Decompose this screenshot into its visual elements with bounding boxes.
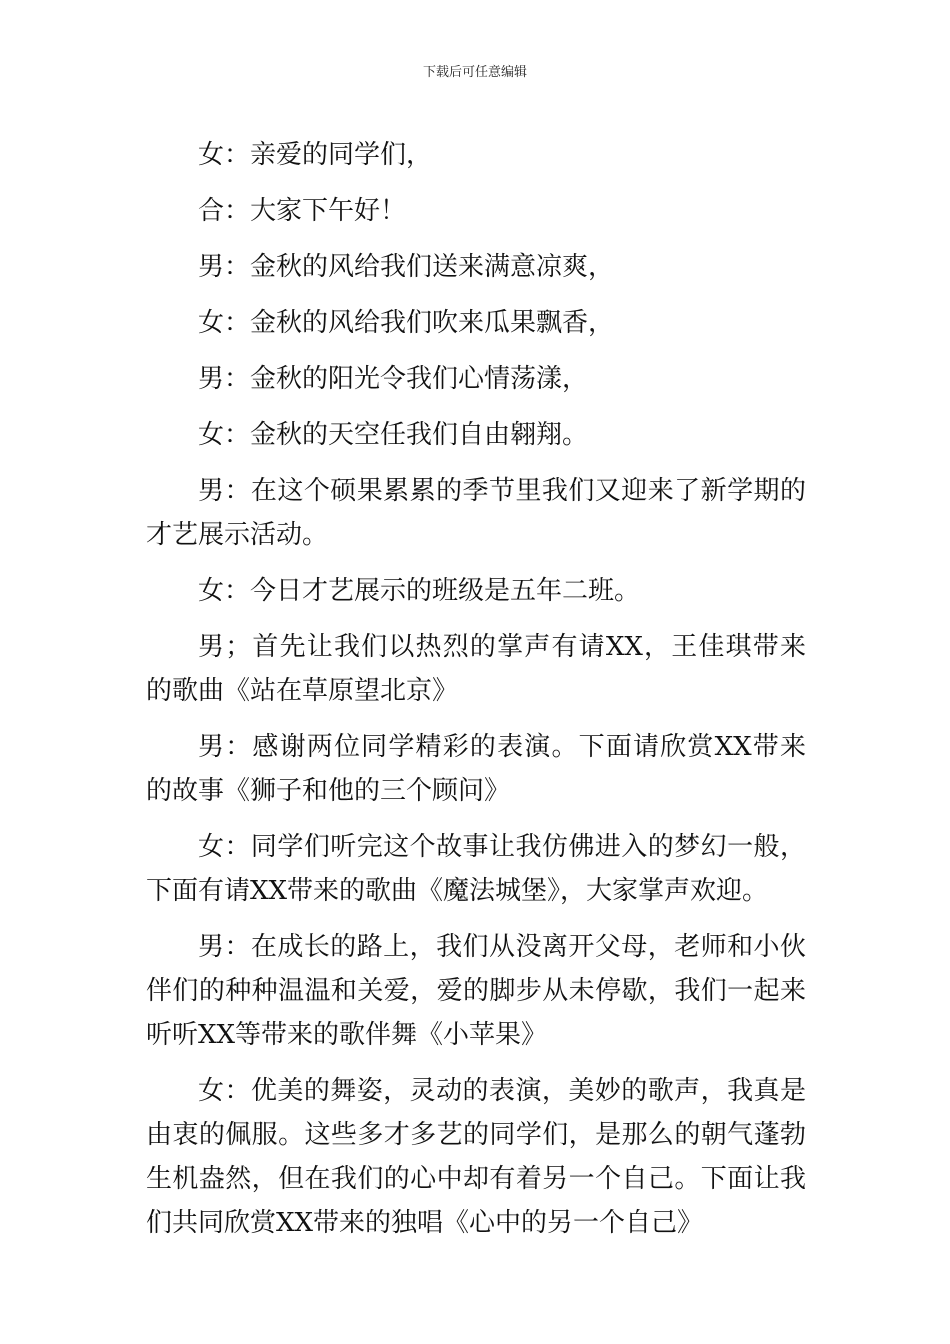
paragraph: 女：金秋的风给我们吹来瓜果飘香，: [198, 308, 615, 338]
paragraph: 男：金秋的风给我们送来满意凉爽，: [198, 252, 615, 282]
paragraph: 女：同学们听完这个故事让我仿佛进入的梦幻一般，下面有请XX带来的歌曲《魔法城堡》，大家掌声欢迎。: [146, 832, 806, 906]
paragraph: 男：在这个硕果累累的季节里我们又迎来了新学期的才艺展示活动。: [146, 476, 806, 550]
paragraph: 女：亲爱的同学们，: [198, 140, 433, 170]
paragraph: 男：金秋的阳光令我们心情荡漾，: [198, 364, 589, 394]
paragraph: 男；首先让我们以热烈的掌声有请XX，王佳琪带来的歌曲《站在草原望北京》: [146, 632, 806, 706]
paragraph: 女：今日才艺展示的班级是五年二班。: [198, 576, 641, 606]
page-header-note: 下载后可任意编辑: [422, 65, 527, 80]
paragraph: 女：优美的舞姿，灵动的表演，美妙的歌声，我真是由衷的佩服。这些多才多艺的同学们，是那么的朝气蓬勃生机盎然，但在我们的心中却有着另一个自己。下面让我们共同欣赏XX带来的独唱《心中的另一个自己》: [146, 1076, 806, 1238]
paragraph: 女：金秋的天空任我们自由翱翔。: [198, 420, 589, 450]
paragraph: 男：感谢两位同学精彩的表演。下面请欣赏XX带来的故事《狮子和他的三个顾问》: [146, 732, 806, 806]
paragraph: 男：在成长的路上，我们从没离开父母，老师和小伙伴们的种种温温和关爱，爱的脚步从未停歇，我们一起来听听XX等带来的歌伴舞《小苹果》: [146, 932, 806, 1050]
document-body: [146, 127, 806, 1251]
paragraph: 合：大家下午好！: [198, 196, 407, 226]
